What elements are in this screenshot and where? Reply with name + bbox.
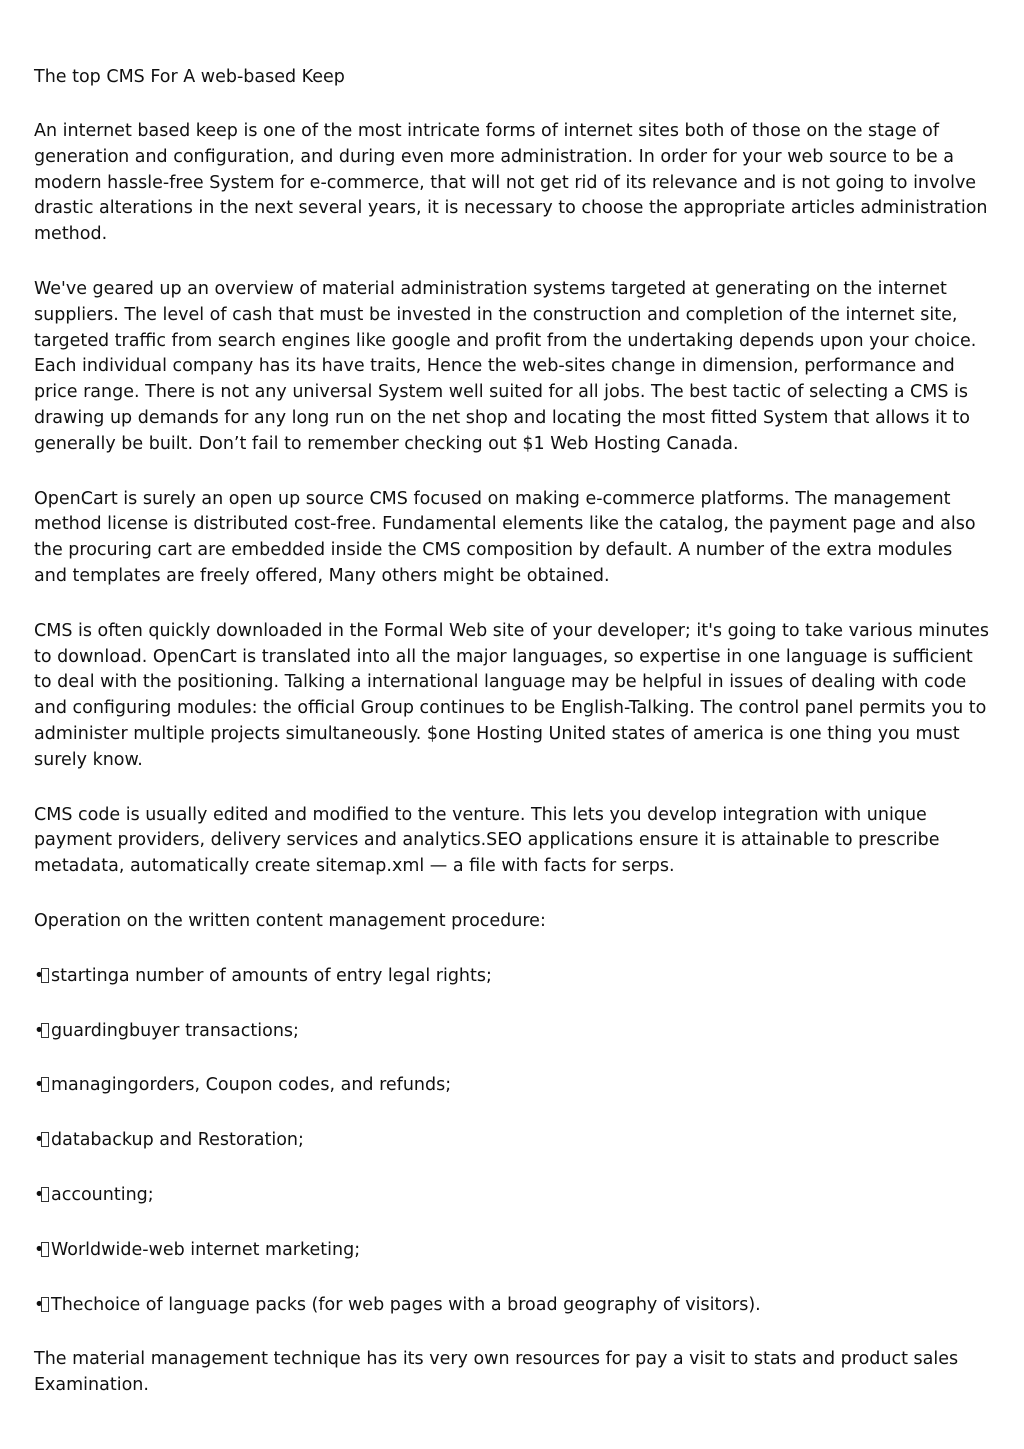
list-item (34, 1019, 990, 1045)
list-item (34, 964, 990, 990)
list-item (34, 1183, 990, 1209)
bullet-icon: • (34, 965, 45, 986)
paragraph: OpenCart is surely an open up source CMS focused on making e-commerce platforms. The management method license is distributed cost-free. Fundamental elements like the catalog, the payment page and also the procuring cart are embedded inside the CMS composition by default. A number of the extra modules and templates are freely offered, Many others might be obtained. (34, 488, 976, 586)
list-item (34, 1293, 990, 1319)
bullet-icon: • (34, 1184, 45, 1205)
bullet-icon: • (34, 1075, 45, 1096)
paragraph: CMS is often quickly downloaded in the Formal Web site of your developer; it's going to take various minutes to download. OpenCart is translated into all the major languages, so expertise in one language is sufficient to deal with the positioning. Talking a international language may be helpful in issues of dealing with code and configuring modules: the official Group continues to be English-Talking. The control panel permits you to administer multiple projects simultaneously. $one Hosting United states of america is one thing you must surely know. (34, 620, 990, 770)
missing-glyph-icon (41, 968, 49, 983)
missing-glyph-icon (41, 1242, 49, 1257)
list-item-text: buyer transactions; (128, 1020, 299, 1041)
paragraph: CMS code is usually edited and modified to the venture. This lets you develop integration with unique payment providers, delivery services and analytics.SEO applications ensure it is attainable to prescribe metadata, automatically create sitemap.xml — a file with facts for serps. (34, 804, 940, 877)
list-item-text: wide-web internet marketing; (101, 1239, 361, 1260)
missing-glyph-icon (41, 1132, 49, 1147)
list-item-lead: The (51, 1294, 84, 1315)
list-item-lead: guarding (51, 1020, 129, 1041)
list-item (34, 1073, 990, 1099)
paragraph: An internet based keep is one of the most intricate forms of internet sites both of those on the stage of generation and configuration, and during even more administration. In order for your web source to be a modern hassle-free System for e-commerce, that will not get rid of its relevance and is not going to involve drastic alterations in the next several years, it is necessary to choose the appropriate articles administration method. (34, 121, 988, 245)
bullet-icon: • (34, 1130, 45, 1151)
list-item (34, 1238, 990, 1264)
paragraph: Operation on the written content management procedure: (34, 910, 546, 931)
document-body (34, 64, 990, 1428)
list-item-lead: starting (51, 965, 119, 986)
list-item-text: backup and Restoration; (90, 1130, 304, 1151)
closing-paragraph: The material management technique has its very own resources for pay a visit to stats and product sales Examination. (34, 1349, 959, 1396)
bullet-icon: • (34, 1294, 45, 1315)
list-item-text: orders, Coupon codes, and refunds; (138, 1075, 452, 1096)
document-title: The top CMS For A web-based Keep (34, 67, 345, 87)
list-item-lead: managing (51, 1075, 139, 1096)
paragraph: We've geared up an overview of material administration systems targeted at generating on the internet suppliers. The level of cash that must be invested in the construction and completion of the internet site, targeted traffic from search engines like google and profit from the undertaking depends upon your choice. Each individual company has its have traits, Hence the web-sites change in dimension, performance and price range. There is not any universal System well suited for all jobs. The best tactic of selecting a CMS is drawing up demands for any long run on the net shop and locating the most fitted System that allows it to generally be built. Don’t fail to remember checking out $1 Web Hosting Canada. (34, 278, 977, 454)
missing-glyph-icon (41, 1077, 49, 1092)
bullet-icon: • (34, 1020, 45, 1041)
bullet-icon: • (34, 1239, 45, 1260)
missing-glyph-icon (41, 1023, 49, 1038)
missing-glyph-icon (41, 1297, 49, 1312)
list-item-lead: data (51, 1130, 91, 1151)
list-item-text: a number of amounts of entry legal rights; (118, 965, 492, 986)
list-item-text: choice of language packs (for web pages with a broad geography of visitors). (83, 1294, 761, 1315)
list-item-lead: World (51, 1239, 102, 1260)
list-item-lead: accounting; (51, 1184, 154, 1205)
missing-glyph-icon (41, 1187, 49, 1202)
list-item (34, 1128, 990, 1154)
